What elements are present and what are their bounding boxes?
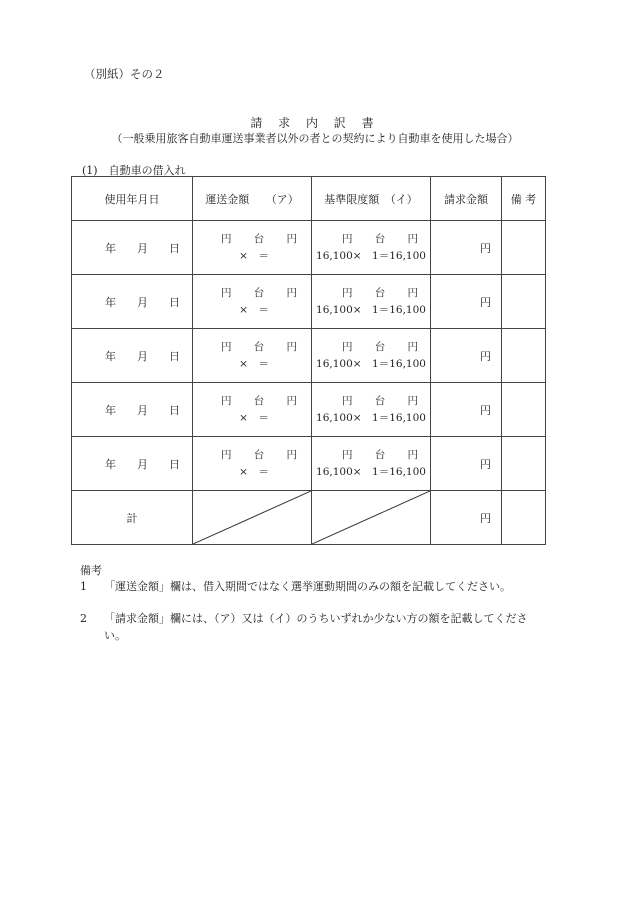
standard-limit-cell bbox=[312, 221, 431, 275]
claim-breakdown-table bbox=[71, 176, 546, 545]
day-unit: 日 bbox=[169, 295, 180, 309]
yen-unit: 円 bbox=[286, 448, 297, 461]
month-unit: 月 bbox=[137, 349, 148, 363]
year-unit: 年 bbox=[105, 457, 116, 471]
note-text: 「請求金額」欄には、（ア）又は（イ）のうちいずれか少ない方の額を記載してください。 bbox=[104, 612, 528, 642]
month-unit: 月 bbox=[137, 457, 148, 471]
remarks-cell[interactable] bbox=[502, 437, 546, 491]
amount-formula: × ＝ bbox=[239, 249, 269, 262]
total-amount-struck-cell bbox=[193, 491, 312, 545]
standard-limit-cell bbox=[312, 329, 431, 383]
remarks-cell[interactable] bbox=[502, 275, 546, 329]
usage-date-cell[interactable] bbox=[72, 221, 193, 275]
table-row bbox=[72, 329, 546, 383]
table-row bbox=[72, 275, 546, 329]
vehicle-unit: 台 bbox=[374, 340, 386, 353]
yen-unit: 円 bbox=[221, 340, 232, 353]
month-unit: 月 bbox=[137, 295, 148, 309]
limit-formula: 16,100× 1＝16,100 bbox=[316, 357, 426, 370]
transport-amount-cell[interactable] bbox=[193, 437, 312, 491]
total-label: 計 bbox=[72, 491, 193, 545]
claim-amount-cell[interactable]: 円 bbox=[431, 275, 502, 329]
usage-date-cell[interactable] bbox=[72, 383, 193, 437]
remarks-cell[interactable] bbox=[502, 383, 546, 437]
table-row bbox=[72, 383, 546, 437]
limit-formula: 16,100× 1＝16,100 bbox=[316, 411, 426, 424]
standard-limit-cell bbox=[312, 437, 431, 491]
day-unit: 日 bbox=[169, 403, 180, 417]
day-unit: 日 bbox=[169, 349, 180, 363]
yen-unit: 円 bbox=[342, 286, 353, 299]
yen-unit: 円 bbox=[221, 286, 232, 299]
usage-date-cell[interactable] bbox=[72, 329, 193, 383]
limit-formula: 16,100× 1＝16,100 bbox=[316, 303, 426, 316]
transport-amount-cell[interactable] bbox=[193, 383, 312, 437]
amount-formula: × ＝ bbox=[239, 411, 269, 424]
day-unit: 日 bbox=[169, 241, 180, 255]
yen-unit: 円 bbox=[407, 286, 418, 299]
month-unit: 月 bbox=[137, 241, 148, 255]
amount-formula: × ＝ bbox=[239, 465, 269, 478]
transport-amount-cell[interactable] bbox=[193, 221, 312, 275]
attachment-label: （別紙）その２ bbox=[84, 67, 165, 81]
yen-unit: 円 bbox=[407, 394, 418, 407]
claim-amount-cell[interactable]: 円 bbox=[431, 221, 502, 275]
yen-unit: 円 bbox=[286, 340, 297, 353]
notes-heading: 備考 bbox=[80, 564, 102, 577]
yen-unit: 円 bbox=[286, 394, 297, 407]
document-subtitle: （一般乗用旅客自動車運送事業者以外の者との契約により自動車を使用した場合） bbox=[111, 132, 519, 145]
limit-formula: 16,100× 1＝16,100 bbox=[316, 249, 426, 262]
yen-unit: 円 bbox=[221, 448, 232, 461]
transport-amount-cell[interactable] bbox=[193, 329, 312, 383]
note-number: 2 bbox=[80, 612, 87, 625]
year-unit: 年 bbox=[105, 349, 116, 363]
total-row bbox=[72, 491, 546, 545]
table-row bbox=[72, 437, 546, 491]
yen-unit: 円 bbox=[286, 286, 297, 299]
vehicle-unit: 台 bbox=[374, 394, 386, 407]
document-title: 請 求 内 訳 書 bbox=[250, 116, 380, 130]
amount-formula: × ＝ bbox=[239, 357, 269, 370]
header-standard-limit: 基準限度額 （イ） bbox=[312, 177, 431, 221]
remarks-cell[interactable] bbox=[502, 221, 546, 275]
note-text: 「運送金額」欄は、借入期間ではなく選挙運動期間のみの額を記載してください。 bbox=[104, 580, 511, 593]
day-unit: 日 bbox=[169, 457, 180, 471]
yen-unit: 円 bbox=[221, 394, 232, 407]
claim-amount-cell[interactable]: 円 bbox=[431, 383, 502, 437]
limit-formula: 16,100× 1＝16,100 bbox=[316, 465, 426, 478]
section-heading: (1) 自動車の借入れ bbox=[82, 164, 186, 177]
month-unit: 月 bbox=[137, 403, 148, 417]
header-remarks: 備 考 bbox=[502, 177, 546, 221]
vehicle-unit: 台 bbox=[374, 286, 386, 299]
total-claim-cell[interactable]: 円 bbox=[431, 491, 502, 545]
transport-amount-cell[interactable] bbox=[193, 275, 312, 329]
vehicle-unit: 台 bbox=[253, 448, 265, 461]
yen-unit: 円 bbox=[221, 232, 232, 245]
claim-amount-cell[interactable]: 円 bbox=[431, 437, 502, 491]
header-transport-amount: 運送金額 （ア） bbox=[193, 177, 312, 221]
year-unit: 年 bbox=[105, 403, 116, 417]
total-remarks-cell[interactable] bbox=[502, 491, 546, 545]
yen-unit: 円 bbox=[342, 232, 353, 245]
yen-unit: 円 bbox=[407, 448, 418, 461]
yen-unit: 円 bbox=[342, 448, 353, 461]
year-unit: 年 bbox=[105, 241, 116, 255]
usage-date-cell[interactable] bbox=[72, 437, 193, 491]
yen-unit: 円 bbox=[407, 232, 418, 245]
vehicle-unit: 台 bbox=[374, 448, 386, 461]
year-unit: 年 bbox=[105, 295, 116, 309]
vehicle-unit: 台 bbox=[374, 232, 386, 245]
note-number: 1 bbox=[80, 580, 87, 593]
vehicle-unit: 台 bbox=[253, 340, 265, 353]
table-row bbox=[72, 221, 546, 275]
vehicle-unit: 台 bbox=[253, 232, 265, 245]
vehicle-unit: 台 bbox=[253, 394, 265, 407]
amount-formula: × ＝ bbox=[239, 303, 269, 316]
header-claim-amount: 請求金額 bbox=[431, 177, 502, 221]
yen-unit: 円 bbox=[342, 394, 353, 407]
header-usage-date: 使用年月日 bbox=[72, 177, 193, 221]
yen-unit: 円 bbox=[342, 340, 353, 353]
total-limit-struck-cell bbox=[312, 491, 431, 545]
usage-date-cell[interactable] bbox=[72, 275, 193, 329]
claim-amount-cell[interactable]: 円 bbox=[431, 329, 502, 383]
remarks-cell[interactable] bbox=[502, 329, 546, 383]
yen-unit: 円 bbox=[407, 340, 418, 353]
table-header-row bbox=[72, 177, 546, 221]
standard-limit-cell bbox=[312, 383, 431, 437]
vehicle-unit: 台 bbox=[253, 286, 265, 299]
standard-limit-cell bbox=[312, 275, 431, 329]
yen-unit: 円 bbox=[286, 232, 297, 245]
